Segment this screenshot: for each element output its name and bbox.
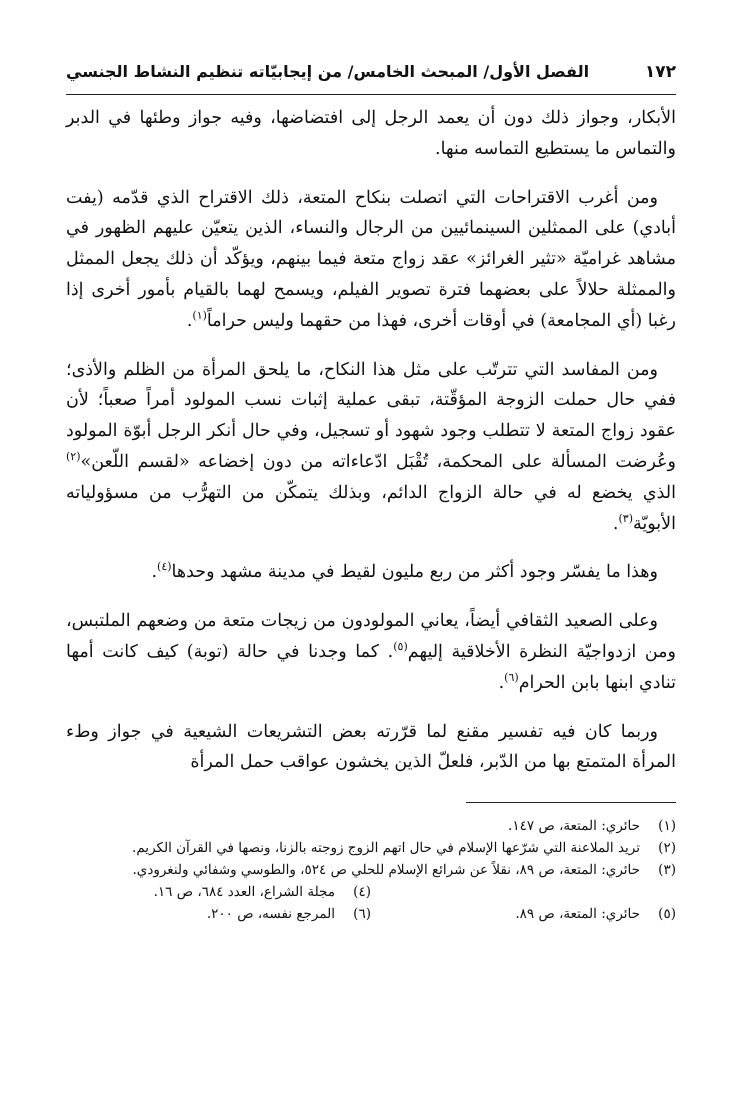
footnote-ref-3[interactable]: (٣) — [618, 511, 633, 525]
footnotes — [66, 815, 676, 925]
paragraph-5: وعلى الصعيد الثقافي أيضاً، يعاني المولودون من زيجات متعة من وضعهم الملتبس، ومن ازدواجيّة النظرة الأخلاقية إليهم$^{(٥)}$. كما وجدنا في حالة (توبة) كيف كانت أمها تنادي ابنها بابن الحرام$^{(٦)}$. — [66, 611, 676, 693]
footnote-text: تريد الملاعنة التي شرّعها الإسلام في حال اتهم الزوج زوجته بالزنا، ونصها في القرآن الكريم. — [132, 840, 640, 857]
footnote-4 — [66, 881, 371, 903]
footnote-ref-4[interactable]: (٤) — [157, 560, 172, 574]
footnote-1 — [66, 815, 676, 837]
paragraph-1: الأبكار، وجواز ذلك دون أن يعمد الرجل إلى افتضاضها، وفيه جواز وطئها في الدبر والتماس ما يستطيع التماسه منها. — [66, 108, 676, 159]
footnote-text: مجلة الشراع، العدد ٦٨٤، ص ١٦. — [153, 884, 335, 901]
footnote-number: (١) — [658, 818, 676, 835]
running-header — [66, 58, 676, 95]
footnote-separator — [466, 802, 676, 803]
footnote-number: (٥) — [658, 906, 676, 923]
footnote-row-4 — [66, 881, 676, 903]
paragraph-2: ومن أغرب الاقتراحات التي اتصلت بنكاح المتعة، ذلك الاقتراح الذي قدّمه (يفت أبادي) على الممثلين السينمائيين من الرجال والنساء، الذين يتعيّن عليهم الظهور في مشاهد غراميّة «تثير الغرائز» عقد زواج متعة فيما بينهم، ويؤكّد أن ذلك يجعل الممثل والممثلة حلالاً على بعضهما فترة تصوير الفيلم، ويسمح لهما بالقيام بأمور أخرى إذا رغبا (أي المجامعة) في أوقات أخرى، فهذا من حقهما وليس حراماً$^{(١)}$. — [66, 187, 676, 331]
footnote-row-5-6 — [66, 903, 676, 925]
book-page — [66, 58, 676, 1058]
footnote-ref-1[interactable]: (١) — [192, 308, 207, 322]
footnote-ref-2[interactable]: (٢) — [66, 450, 81, 464]
footnote-number: (٢) — [658, 840, 676, 857]
footnote-5 — [371, 903, 676, 925]
page-number: ١٧٢ — [644, 62, 676, 82]
footnote-number: (٦) — [353, 906, 371, 923]
footnote-number: (٤) — [353, 884, 371, 901]
paragraph-4: وهذا ما يفسّر وجود أكثر من ربع مليون لقيط في مدينة مشهد وحدها$^{(٤)}$. — [151, 560, 658, 583]
footnote-text: حائري: المتعة، ص ٨٩، نقلاً عن شرائع الإسلام للحلي ص ٥٢٤، والطوسي وشفائي ولنغرودي. — [132, 862, 640, 879]
footnote-3 — [66, 859, 676, 881]
footnote-number: (٣) — [658, 862, 676, 879]
footnote-text: حائري: المتعة، ص ١٤٧. — [508, 818, 640, 835]
paragraph-3: ومن المفاسد التي تترتّب على مثل هذا النكاح، ما يلحق المرأة من الظلم والأذى؛ ففي حال حملت الزوجة المؤقّتة، تبقى عملية إثبات نسب المولود أمراً صعباً؛ لأن عقود زواج المتعة لا تتطلب وجود شهود أو تسجيل، وفي حال أنكر الرجل أبوّة المولود وعُرضت المسألة على المحكمة، تُقْبَل ادّعاءاته من دون إخضاعه «لقسم اللّعن»$^{(٢)}$ الذي يخضع له في حالة الزواج الدائم، وبذلك يتمكّن من التهرُّب من مسؤولياته الأبويّة$^{(٣)}$. — [66, 359, 676, 534]
running-title: الفصل الأول/ المبحث الخامس/ من إيجابيّاته تنظيم النشاط الجنسي — [66, 62, 590, 81]
footnote-ref-6[interactable]: (٦) — [504, 670, 519, 684]
footnote-6 — [66, 903, 371, 925]
footnote-ref-5[interactable]: (٥) — [393, 640, 408, 654]
footnote-2 — [66, 837, 676, 859]
body-text — [66, 103, 676, 778]
footnote-text: حائري: المتعة، ص ٨٩. — [515, 906, 640, 923]
paragraph-6: وربما كان فيه تفسير مقنع لما قرّرته بعض التشريعات الشيعية في جواز وطء المرأة المتمتع بها من الدّبر، فلعلّ الذين يخشون عواقب حمل المرأة — [66, 721, 676, 773]
footnote-text: المرجع نفسه، ص ٢٠٠. — [206, 906, 335, 923]
